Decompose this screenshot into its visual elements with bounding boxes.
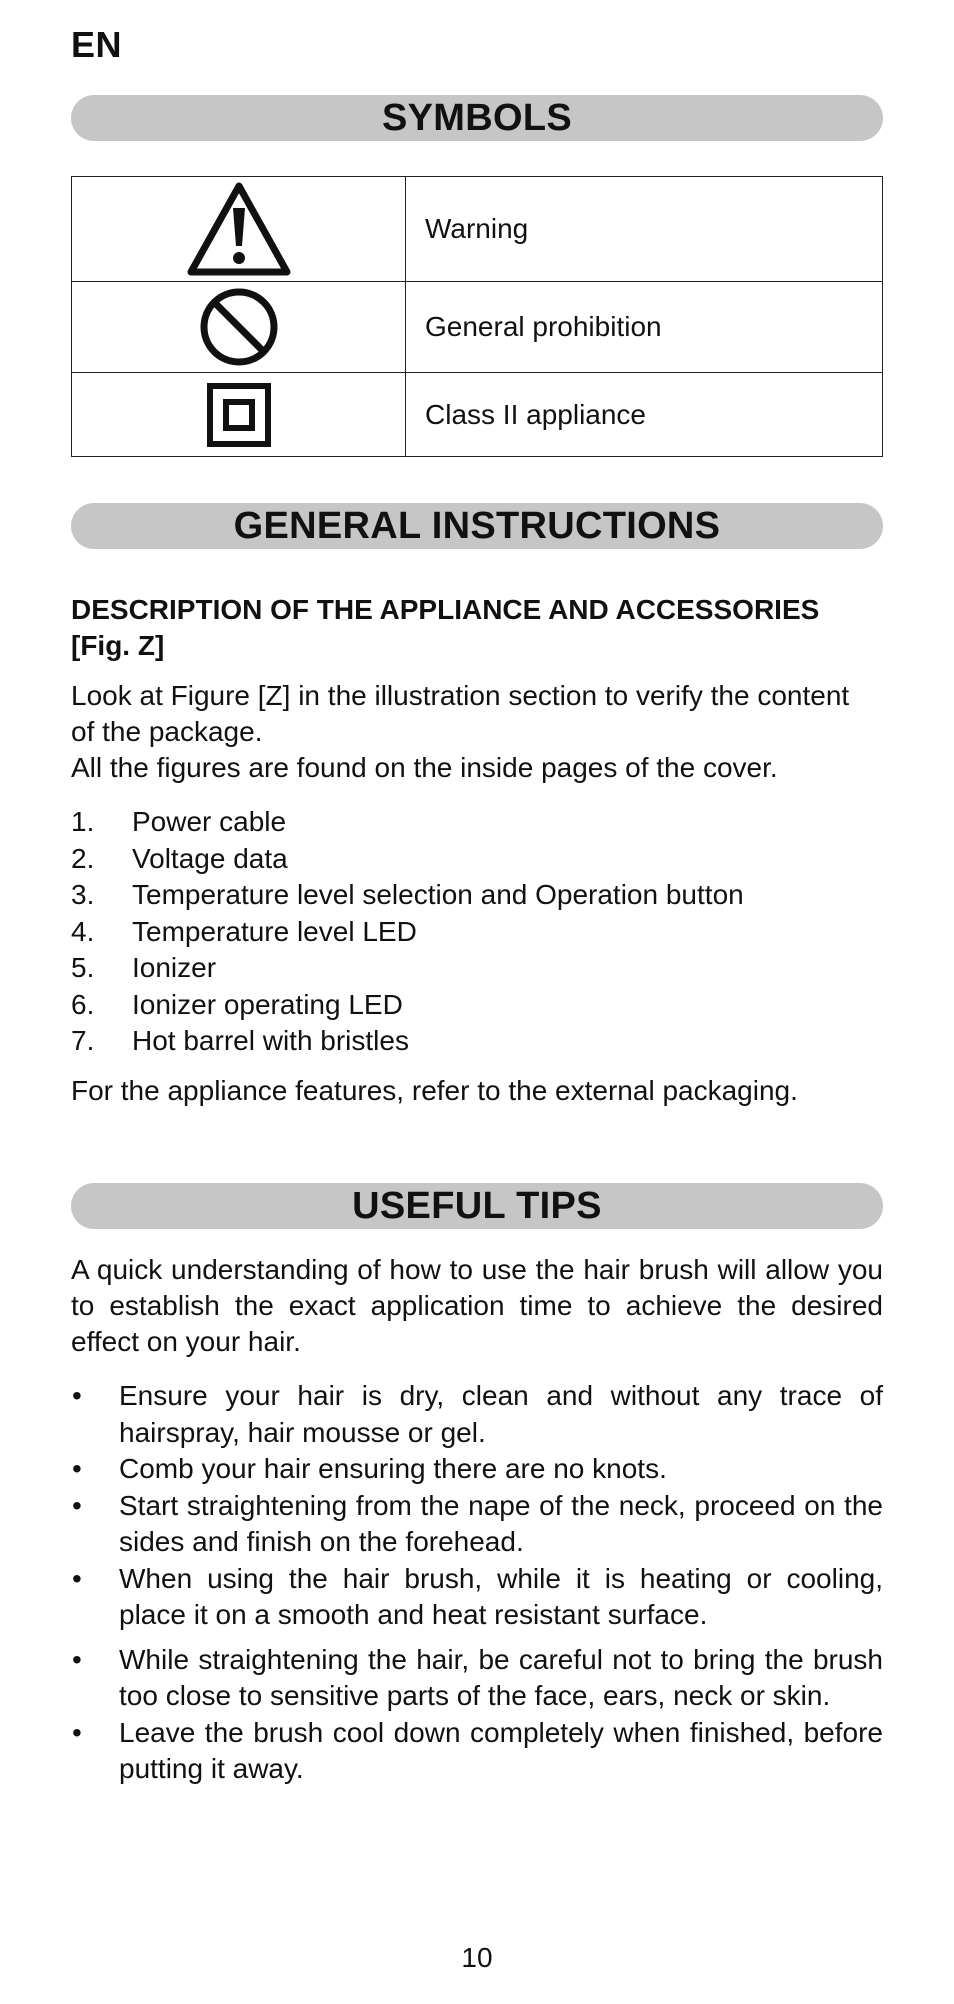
general-instructions-heading: GENERAL INSTRUCTIONS — [71, 503, 883, 549]
symbol-label: General prohibition — [406, 282, 883, 373]
list-item — [71, 1023, 883, 1060]
bullet-glyph: • — [72, 1643, 82, 1675]
item-text: Hot barrel with bristles — [132, 1025, 409, 1056]
list-item — [71, 877, 883, 914]
item-number: 5. — [71, 952, 95, 983]
item-number: 3. — [71, 879, 95, 910]
components-list — [71, 804, 883, 1060]
description-intro — [71, 678, 883, 786]
symbol-row-prohibition — [72, 282, 883, 373]
class-ii-double-square-icon — [206, 382, 272, 448]
intro-line: All the figures are found on the inside pages of the cover. — [71, 752, 778, 783]
list-item — [71, 1451, 883, 1488]
symbol-cell — [72, 373, 406, 457]
language-label: EN — [71, 24, 123, 65]
list-item — [71, 914, 883, 951]
item-text: Power cable — [132, 806, 287, 837]
tip-text: Start straightening from the nape of the neck, proceed on the sides and finish on the forehead. — [119, 1489, 883, 1557]
list-item — [71, 1642, 883, 1715]
item-number: 4. — [71, 915, 95, 947]
symbol-label: Class II appliance — [406, 373, 883, 457]
list-item — [71, 1561, 883, 1634]
item-number: 7. — [71, 1025, 95, 1056]
tip-text: Comb your hair ensuring there are no knots. — [119, 1453, 667, 1484]
list-item — [71, 1488, 883, 1561]
list-item — [71, 950, 883, 987]
tip-text: Leave the brush cool down completely when finished, before putting it away. — [119, 1716, 883, 1784]
useful-tips-heading: USEFUL TIPS — [71, 1183, 883, 1229]
item-number: 6. — [71, 988, 95, 1020]
prohibition-icon — [199, 287, 279, 367]
item-text: Ionizer — [132, 952, 217, 983]
list-item — [71, 987, 883, 1024]
symbol-cell — [72, 282, 406, 373]
item-text: Temperature level selection and Operation button — [132, 879, 744, 910]
symbol-label: Warning — [406, 177, 883, 282]
list-item — [71, 1715, 883, 1788]
bullet-glyph: • — [72, 1380, 82, 1411]
item-text: Voltage data — [132, 842, 288, 874]
bullet-glyph: • — [72, 1453, 82, 1484]
item-text: Temperature level LED — [132, 915, 417, 947]
list-item — [71, 841, 883, 878]
tip-text: While straightening the hair, be careful not to bring the brush too close to sensitive parts of the face, ears, neck or skin. — [119, 1643, 883, 1711]
description-subheading — [71, 592, 883, 664]
symbol-row-class-ii — [72, 373, 883, 457]
features-note: For the appliance features, refer to the external packaging. — [71, 1075, 798, 1106]
intro-line: of the package. — [71, 716, 263, 747]
bullet-glyph: • — [72, 1562, 82, 1594]
bullet-glyph: • — [72, 1489, 82, 1521]
item-text: Ionizer operating LED — [132, 988, 403, 1020]
warning-triangle-icon — [185, 180, 293, 278]
tip-text: When using the hair brush, while it is heating or cooling, place it on a smooth and heat resistant surface. — [119, 1562, 883, 1630]
tips-intro: A quick understanding of how to use the hair brush will allow you to establish the exact application time to achieve the desired effect on your hair. — [71, 1254, 883, 1357]
subheading-line: [Fig. Z] — [71, 630, 165, 661]
bullet-glyph: • — [72, 1716, 82, 1748]
item-number: 1. — [71, 806, 95, 837]
list-item — [71, 1378, 883, 1451]
intro-line: Look at Figure [Z] in the illustration section to verify the content — [71, 680, 850, 711]
symbol-cell — [72, 177, 406, 282]
item-number: 2. — [71, 842, 95, 874]
symbols-heading: SYMBOLS — [71, 95, 883, 141]
symbol-row-warning — [72, 177, 883, 282]
symbols-table — [71, 176, 883, 457]
subheading-line: DESCRIPTION OF THE APPLIANCE AND ACCESSORIES — [71, 594, 820, 625]
page-number: 10 — [461, 1942, 493, 1973]
tips-list — [71, 1378, 883, 1788]
list-item — [71, 804, 883, 841]
tip-text: Ensure your hair is dry, clean and without any trace of hairspray, hair mousse or gel. — [119, 1380, 883, 1448]
